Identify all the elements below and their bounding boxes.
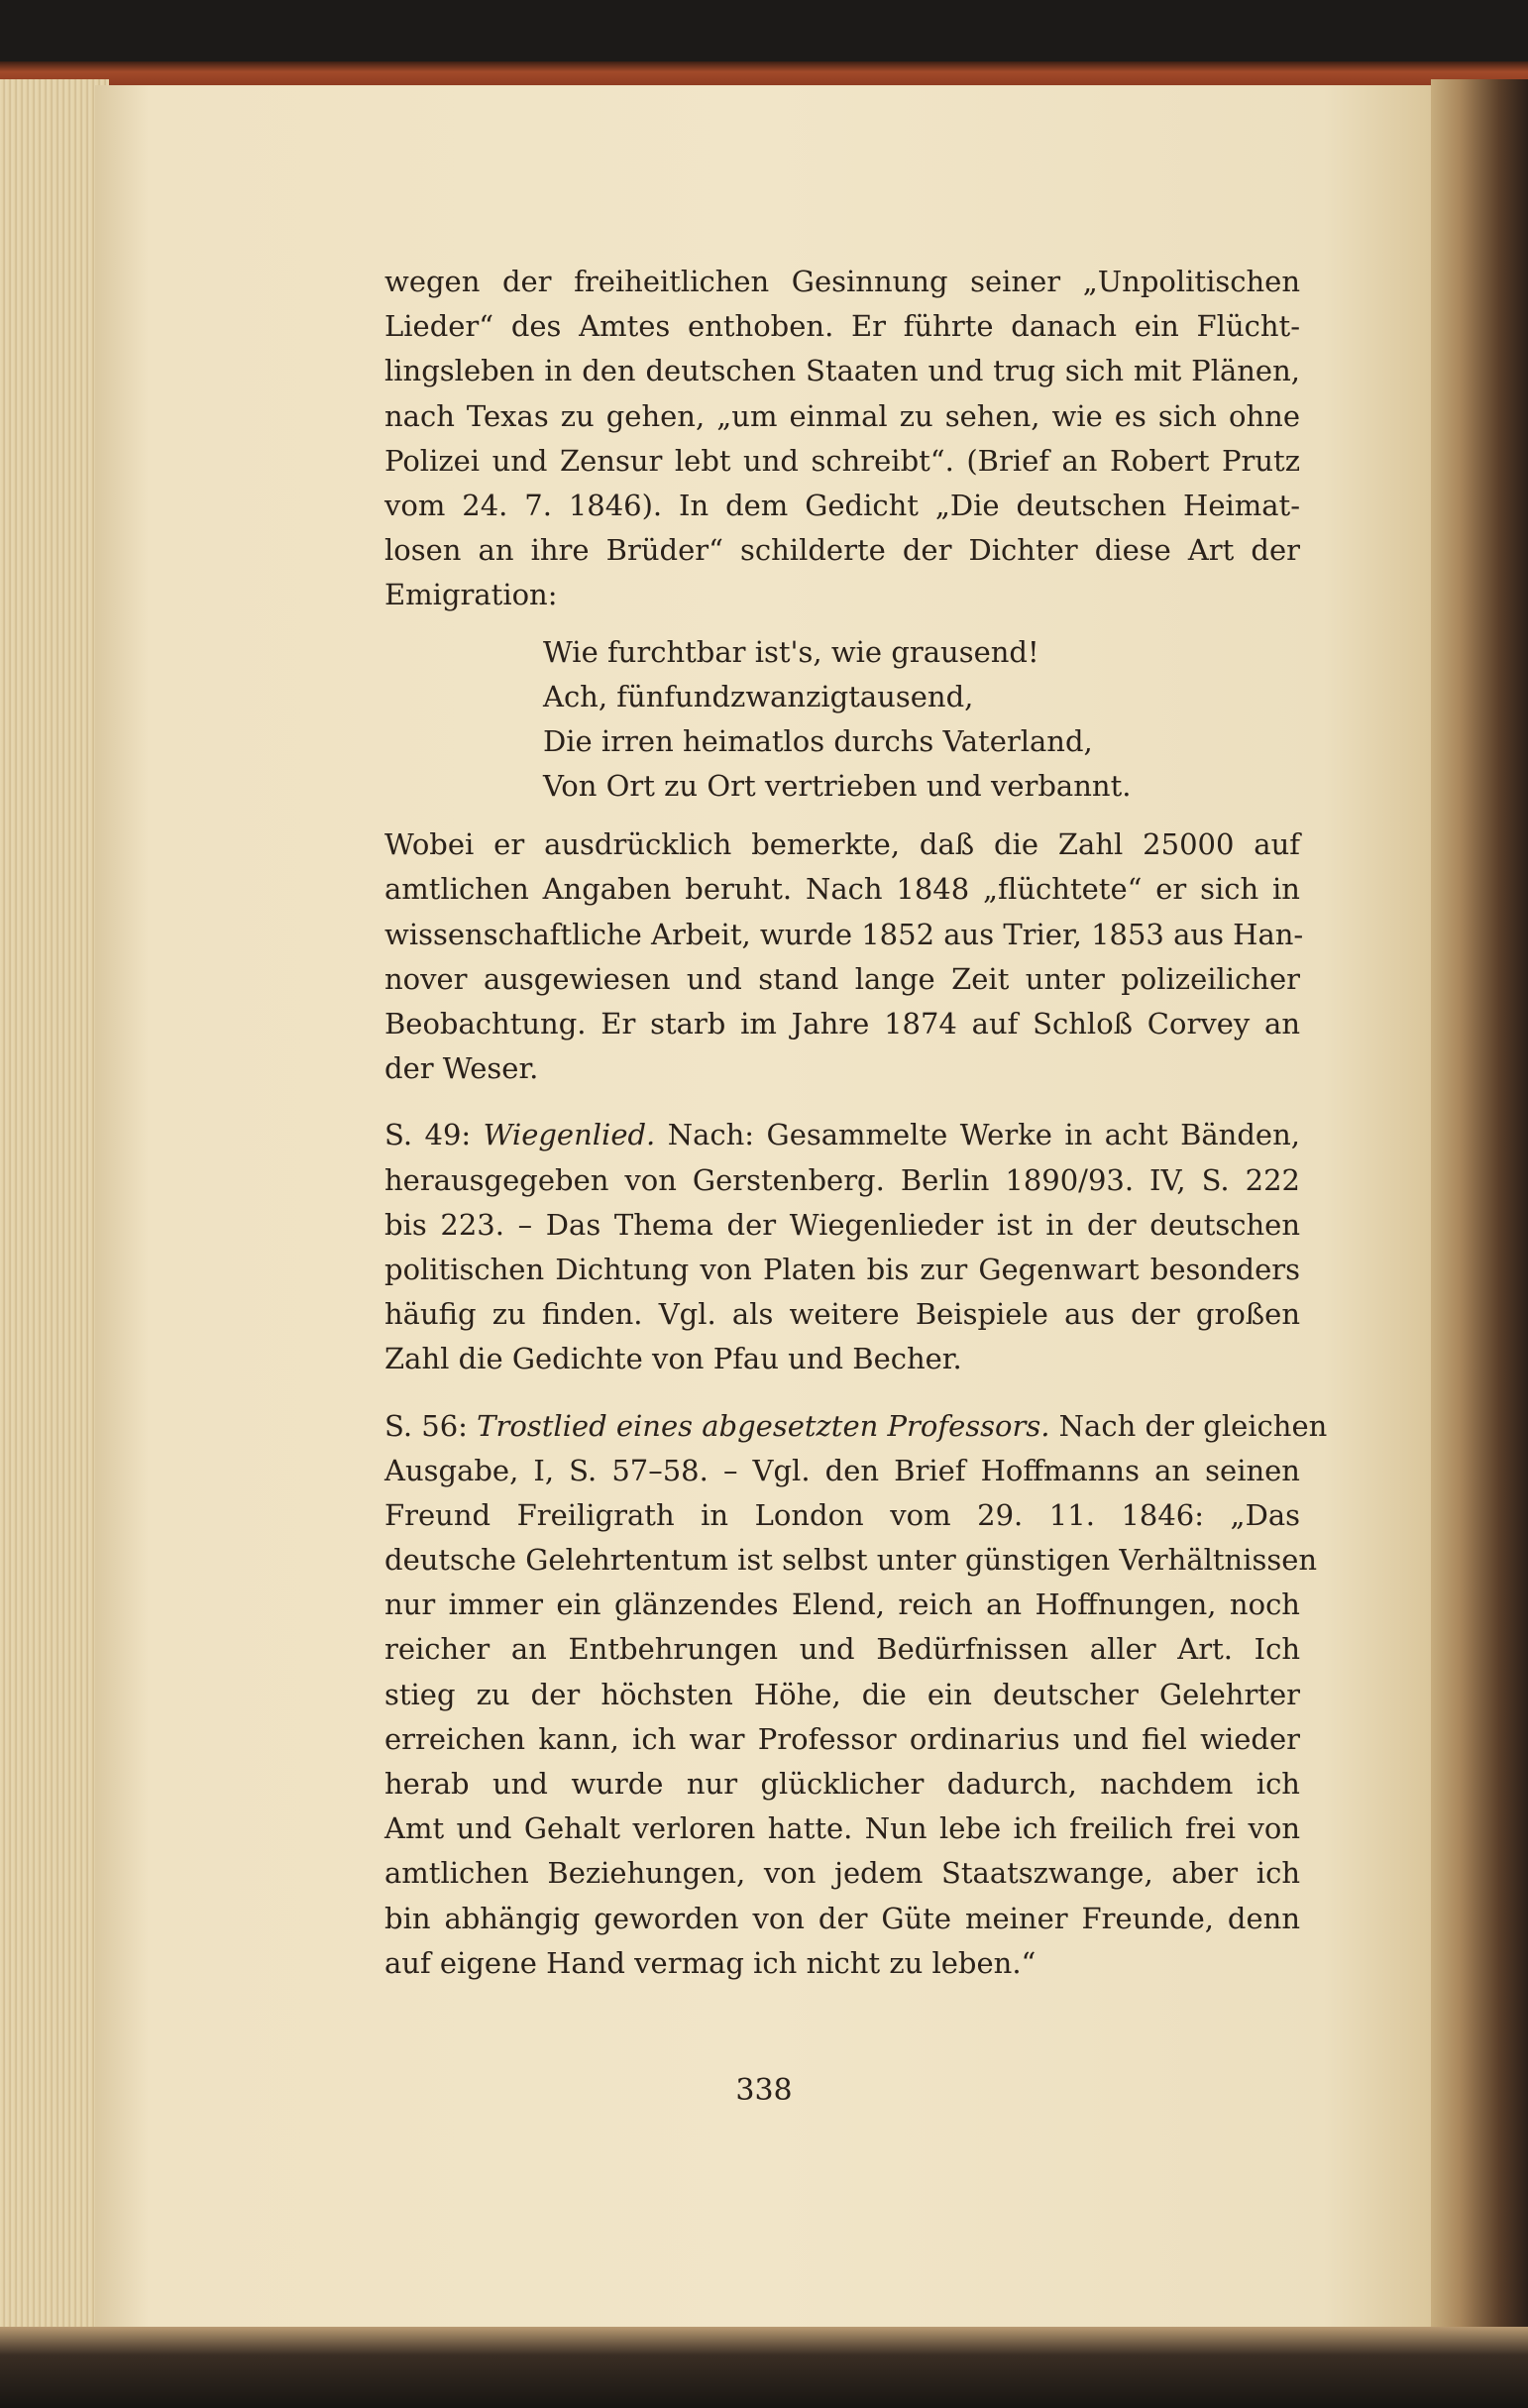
text-line: Lieder“ des Amtes enthoben. Er führte danach ein Flücht- xyxy=(384,309,1300,344)
poem-line: Die irren heimatlos durchs Vaterland, xyxy=(543,723,1093,758)
note-wiegenlied xyxy=(384,1113,1300,1381)
text-line: amtlichen Angaben beruht. Nach 1848 „flüchtete“ er sich in xyxy=(384,872,1300,907)
text-line: lingsleben in den deutschen Staaten und trug sich mit Plänen, xyxy=(384,354,1300,388)
text-line: Zahl die Gedichte von Pfau und Becher. xyxy=(384,1342,962,1376)
text-line: wissenschaftliche Arbeit, wurde 1852 aus Trier, 1853 aus Han- xyxy=(384,917,1304,951)
note-page-ref: S. 56: xyxy=(384,1408,468,1443)
note-title: Trostlied eines abgesetzten Professors. xyxy=(477,1408,1050,1443)
text-line: reicher an Entbehrungen und Bedürfnissen aller Art. Ich xyxy=(384,1632,1300,1667)
text-line: politischen Dichtung von Platen bis zur Gegenwart besonders xyxy=(384,1252,1300,1286)
page-number: 338 xyxy=(735,2073,793,2108)
scan-background-bottom xyxy=(0,2327,1528,2408)
note-first-line xyxy=(384,1404,1328,1449)
text-line: vom 24. 7. 1846). In dem Gedicht „Die deutschen Heimat- xyxy=(384,488,1300,522)
note-trostlied xyxy=(384,1404,1328,1986)
book-gutter-shadow xyxy=(1431,79,1528,2339)
poem-quote xyxy=(543,630,1296,810)
text-line: Wobei er ausdrücklich bemerkte, daß die Zahl 25000 auf xyxy=(384,827,1300,862)
text-line: Amt und Gehalt verloren hatte. Nun lebe ich freilich frei von xyxy=(384,1811,1300,1846)
page-text xyxy=(384,260,1328,1986)
note-page-ref: S. 49: xyxy=(384,1118,472,1152)
text-line: erreichen kann, ich war Professor ordinarius und fiel wieder xyxy=(384,1721,1300,1756)
text-line: deutsche Gelehrtentum ist selbst unter günstigen Verhältnissen xyxy=(384,1543,1318,1578)
text-line: Ausgabe, I, S. 57–58. – Vgl. den Brief Hoffmanns an seinen xyxy=(384,1453,1300,1487)
poem-line: Ach, fünfundzwanzigtausend, xyxy=(543,679,974,713)
book-cover-edge xyxy=(0,61,1528,87)
poem-line: Wie furchtbar ist's, wie grausend! xyxy=(543,634,1039,669)
text-line: Polizei und Zensur lebt und schreibt“. (Brief an Robert Prutz xyxy=(384,443,1300,478)
text-line: bis 223. – Das Thema der Wiegenlieder ist in der deutschen xyxy=(384,1207,1300,1242)
note-first-rest: Nach der gleichen xyxy=(1058,1408,1328,1443)
text-line: Freund Freiligrath in London vom 29. 11. 1846: „Das xyxy=(384,1497,1300,1532)
text-line: der Weser. xyxy=(384,1051,539,1086)
text-line: stieg zu der höchsten Höhe, die ein deutscher Gelehrter xyxy=(384,1677,1300,1711)
text-line: bin abhängig geworden von der Güte meiner Freunde, denn xyxy=(384,1901,1300,1935)
paragraph-heimatlos xyxy=(384,260,1300,618)
text-line: herausgegeben von Gerstenberg. Berlin 1890/93. IV, S. 222 xyxy=(384,1162,1300,1197)
text-line: Beobachtung. Er starb im Jahre 1874 auf Schloß Corvey an xyxy=(384,1007,1300,1040)
text-line: herab und wurde nur glücklicher dadurch, nachdem ich xyxy=(384,1767,1300,1801)
text-line: häufig zu finden. Vgl. als weitere Beispiele aus der großen xyxy=(384,1297,1300,1332)
text-line: nur immer ein glänzendes Elend, reich an Hoffnungen, noch xyxy=(384,1587,1300,1622)
text-line: amtlichen Beziehungen, von jedem Staatszwange, aber ich xyxy=(384,1856,1300,1891)
text-line: auf eigene Hand vermag ich nicht zu leben.“ xyxy=(384,1945,1037,1980)
text-line: losen an ihre Brüder“ schilderte der Dichter diese Art der xyxy=(384,533,1300,568)
text-line: wegen der freiheitlichen Gesinnung seiner „Unpolitischen xyxy=(384,265,1300,298)
page-stack-edge xyxy=(0,79,109,2329)
paragraph-wobei xyxy=(384,822,1304,1091)
note-first-rest: Nach: Gesammelte Werke in acht Bänden, xyxy=(667,1118,1300,1152)
text-line: nach Texas zu gehen, „um einmal zu sehen, wie es sich ohne xyxy=(384,398,1300,433)
text-line: nover ausgewiesen und stand lange Zeit unter polizeilicher xyxy=(384,961,1300,996)
text-line: Emigration: xyxy=(384,578,558,612)
poem-line: Von Ort zu Ort vertrieben und verbannt. xyxy=(543,769,1132,804)
note-first-line xyxy=(384,1113,1300,1157)
note-title: Wiegenlied. xyxy=(483,1118,656,1152)
